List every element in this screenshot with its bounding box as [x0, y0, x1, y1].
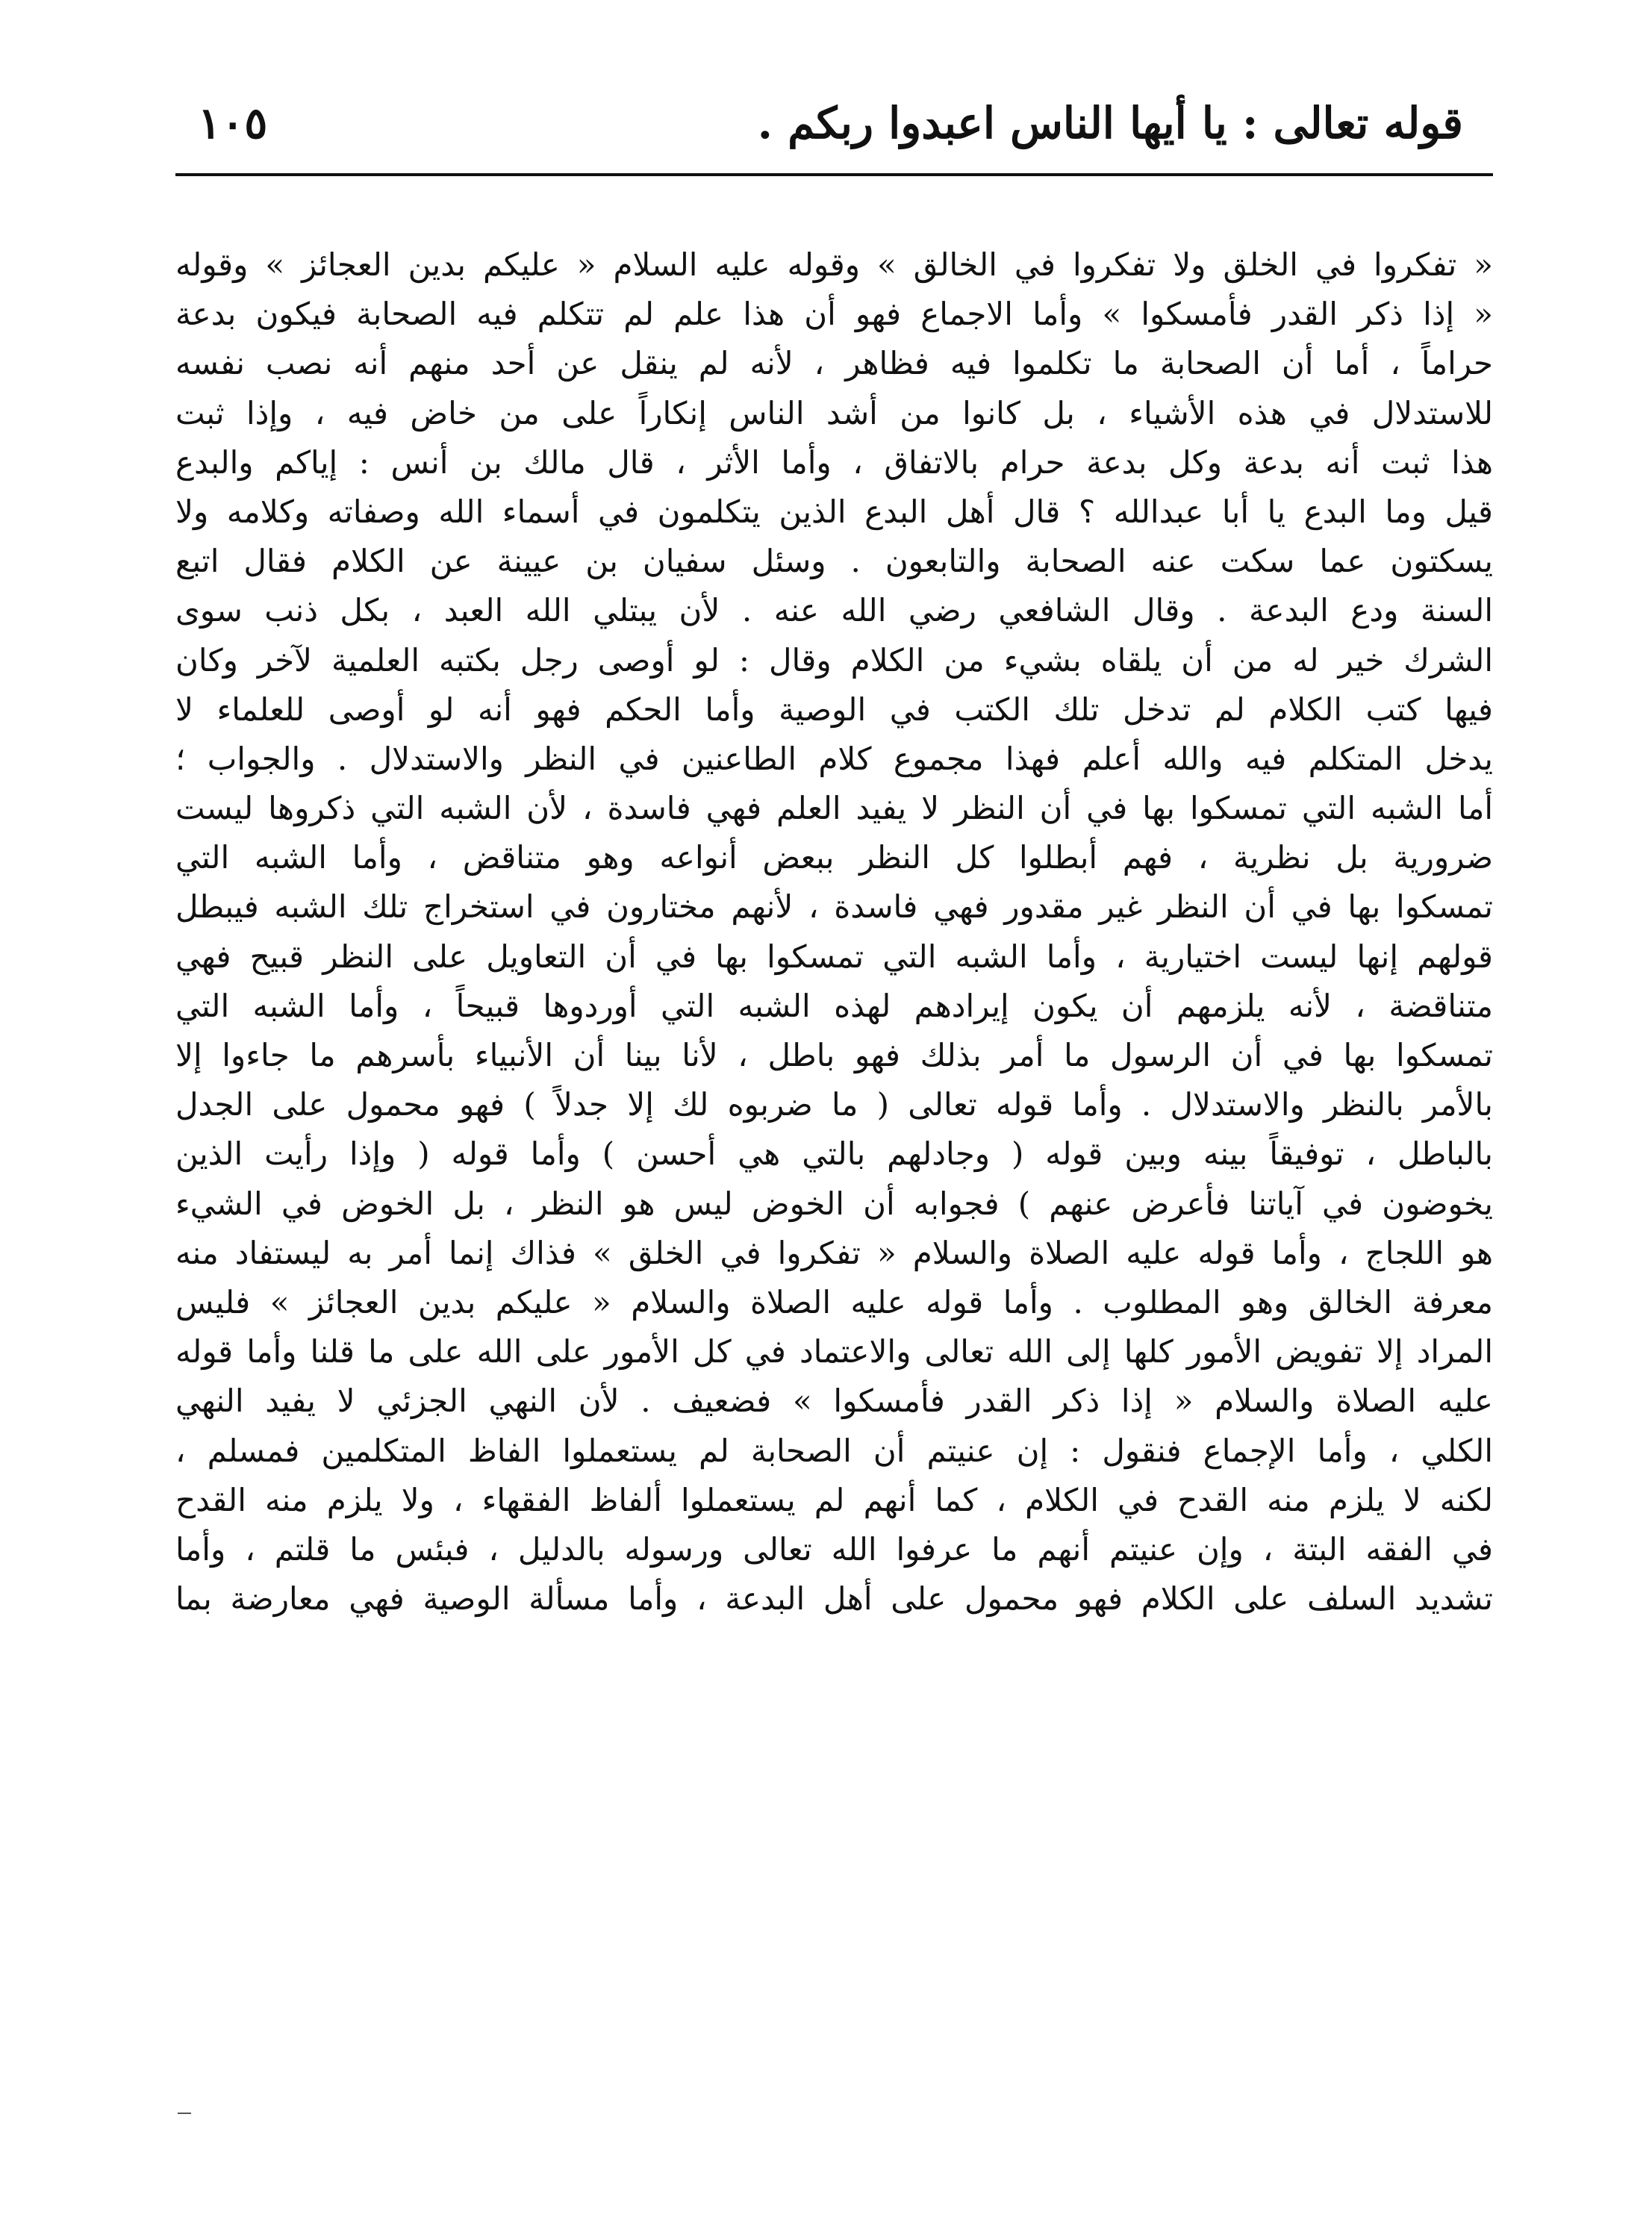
- text-line: قيل وما البدع يا أبا عبدالله ؟ قال أهل البدع الذين يتكلمون في أسماء الله وصفاته وكلامه ولا: [175, 493, 1493, 530]
- running-header: [175, 86, 1493, 168]
- text-line: في الفقه البتة ، وإن عنيتم أنهم ما عرفوا الله تعالى ورسوله بالدليل ، فبئس ما قلتم ، وأما: [175, 1530, 1493, 1568]
- text-line: يدخل المتكلم فيه والله أعلم فهذا مجموع كلام الطاعنين في النظر والاستدلال . والجواب ؛: [175, 740, 1493, 777]
- text-line: الكلي ، وأما الإجماع فنقول : إن عنيتم أن الصحابة لم يستعملوا الفاظ المتكلمين فمسلم ،: [175, 1432, 1493, 1469]
- text-line: يخوضون في آياتنا فأعرض عنهم ) فجوابه أن الخوض ليس هو النظر ، بل الخوض في الشيء: [175, 1185, 1493, 1222]
- body-text: [175, 240, 1493, 1624]
- text-line: المراد إلا تفويض الأمور كلها إلى الله تعالى والاعتماد في كل الأمور على الله على ما قلنا وأما قوله: [175, 1333, 1493, 1371]
- text-line: متناقضة ، لأنه يلزمهم أن يكون إيرادهم لهذه الشبه التي أوردوها قبيحاً ، وأما الشبه التي: [175, 987, 1493, 1024]
- text-line: تمسكوا بها في أن النظر غير مقدور فهي فاسدة ، لأنهم مختارون في استخراج تلك الشبه فيبطل: [175, 888, 1493, 926]
- header-title: قوله تعالى : يا أيها الناس اعبدوا ربكم .: [757, 98, 1463, 149]
- text-line: « تفكروا في الخلق ولا تفكروا في الخالق » وقوله عليه السلام « عليكم بدين العجائز » وقوله: [175, 246, 1493, 283]
- footer-mark: [178, 2113, 191, 2114]
- header-divider: [175, 173, 1493, 176]
- text-line: بالباطل ، توفيقاً بينه وبين قوله ( وجادلهم بالتي هي أحسن ) وأما قوله ( وإذا رأيت الذين: [175, 1135, 1493, 1173]
- page-number: ١٠٥: [198, 98, 268, 149]
- text-line: ضرورية بل نظرية ، فهم أبطلوا كل النظر ببعض أنواعه وهو متناقض ، وأما الشبه التي: [175, 839, 1493, 876]
- text-line: هو اللجاج ، وأما قوله عليه الصلاة والسلام « تفكروا في الخلق » فذاك إنما أمر به ليستفاد منه: [175, 1234, 1493, 1271]
- text-line: عليه الصلاة والسلام « إذا ذكر القدر فأمسكوا » فضعيف . لأن النهي الجزئي لا يفيد النهي: [175, 1382, 1493, 1420]
- text-line: « إذا ذكر القدر فأمسكوا » وأما الاجماع فهو أن هذا علم لم تتكلم فيه الصحابة فيكون بدعة: [175, 296, 1493, 333]
- text-line: فيها كتب الكلام لم تدخل تلك الكتب في الوصية وأما الحكم فهو أنه لو أوصى للعلماء لا: [175, 690, 1493, 728]
- text-line: بالأمر بالنظر والاستدلال . وأما قوله تعالى ( ما ضربوه لك إلا جدلاً ) فهو محمول على الجدل: [175, 1086, 1493, 1123]
- text-line: السنة ودع البدعة . وقال الشافعي رضي الله عنه . لأن يبتلي الله العبد ، بكل ذنب سوى: [175, 592, 1493, 629]
- text-line: لكنه لا يلزم منه القدح في الكلام ، كما أنهم لم يستعملوا ألفاظ الفقهاء ، ولا يلزم منه القدح: [175, 1481, 1493, 1518]
- text-line: قولهم إنها ليست اختيارية ، وأما الشبه التي تمسكوا بها في أن التعاويل على النظر قبيح فهي: [175, 938, 1493, 975]
- text-line: أما الشبه التي تمسكوا بها في أن النظر لا يفيد العلم فهي فاسدة ، لأن الشبه التي ذكروها ليست: [175, 790, 1493, 827]
- text-line: تمسكوا بها في أن الرسول ما أمر بذلك فهو باطل ، لأنا بينا أن الأنبياء بأسرهم ما جاءوا إلا: [175, 1037, 1493, 1073]
- text-line: يسكتون عما سكت عنه الصحابة والتابعون . وسئل سفيان بن عيينة عن الكلام فقال اتبع: [175, 543, 1493, 580]
- text-line: هذا ثبت أنه بدعة وكل بدعة حرام بالاتفاق ، وأما الأثر ، قال مالك بن أنس : إياكم والبدع: [175, 443, 1493, 481]
- text-line: حراماً ، أما أن الصحابة ما تكلموا فيه فظاهر ، لأنه لم ينقل عن أحد منهم أنه نصب نفسه: [175, 345, 1493, 382]
- text-line: معرفة الخالق وهو المطلوب . وأما قوله عليه الصلاة والسلام « عليكم بدين العجائز » فليس: [175, 1283, 1493, 1321]
- text-line: للاستدلال في هذه الأشياء ، بل كانوا من أشد الناس إنكاراً على من خاض فيه ، وإذا ثبت: [175, 394, 1493, 431]
- text-line: تشديد السلف على الكلام فهو محمول على أهل البدعة ، وأما مسألة الوصية فهي معارضة بما: [175, 1580, 1493, 1618]
- text-line: الشرك خير له من أن يلقاه بشيء من الكلام وقال : لو أوصى رجل بكتبه العلمية لآخر وكان: [175, 641, 1493, 679]
